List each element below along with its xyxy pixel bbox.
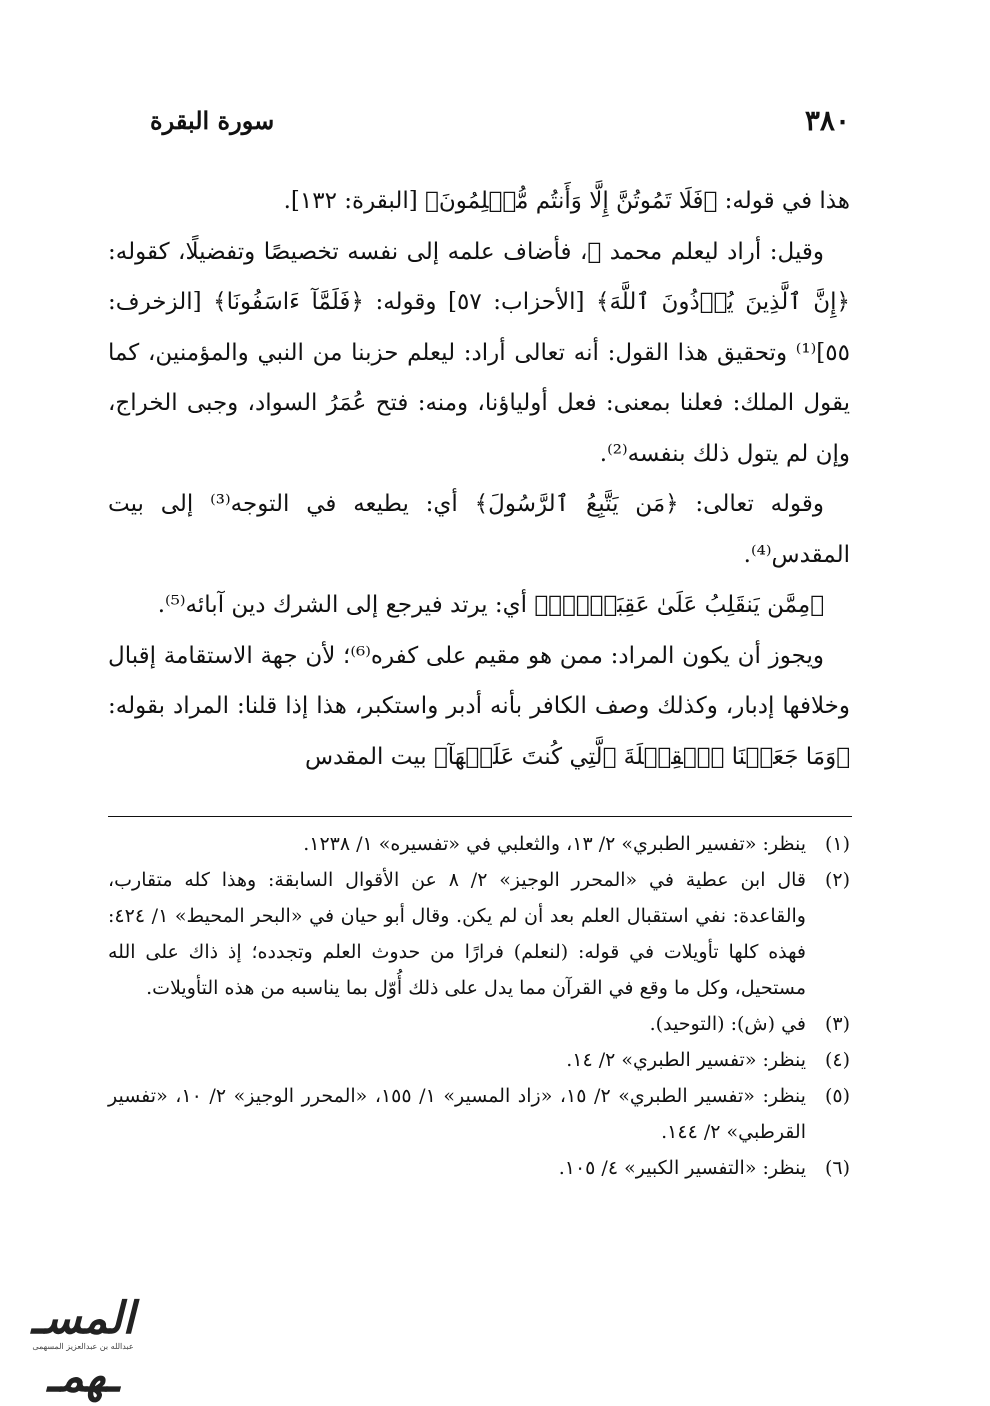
footnote [108, 826, 850, 862]
footnote-text: ينظر: «التفسير الكبير» ٤/ ١٠٥. [558, 1157, 806, 1179]
footnote-number: (٦) [824, 1157, 850, 1179]
footnote-number: (٢) [824, 869, 850, 891]
footnote-text: ينظر: «تفسير الطبري» ٢/ ١٣، والثعلبي في «تفسيره» ١/ ١٢٣٨. [303, 833, 806, 855]
page-header [150, 100, 850, 140]
footnote-number: (٣) [824, 1013, 850, 1035]
running-title: سورة البقرة [150, 105, 275, 135]
footnote-text: في (ش): (التوحيد). [649, 1013, 806, 1035]
paragraph: وقوله تعالى: ﴿مَن يَتَّبِعُ ٱلرَّسُولَ﴾ أي: يطيعه في التوجه⁽³⁾ إلى بيت المقدس⁽⁴⁾. [108, 491, 850, 568]
page-number: ٣٨٠ [804, 103, 850, 137]
footnote [108, 862, 850, 1006]
paragraph: وقيل: أراد ليعلم محمد ﷺ، فأضاف علمه إلى نفسه تخصيصًا وتفضيلًا، كقوله: ﴿إِنَّ ٱلَّذِينَ يُؤۡذُونَ ٱللَّهَ﴾ [الأحزاب: ٥٧] وقوله: ﴿فَلَمَّآ ءَاسَفُونَا﴾ [الزخرف: ٥٥]⁽¹⁾ وتحقيق هذا القول: أنه تعالى أراد: ليعلم حزبنا من النبي والمؤمنين، كما يقول الملك: فعلنا بمعنى: فعل أولياؤنا، ومنه: فتح عُمَرُ السواد، وجبى الخراج، وإن لم يتول ذلك بنفسه⁽²⁾. [108, 238, 850, 467]
footnote-text: قال ابن عطية في «المحرر الوجيز» ٢/ ٨ عن الأقوال السابقة: وهذا كله متقارب، والقاعدة: نفي استقبال العلم بعد أن لم يكن. وقال أبو حيان في «البحر المحيط» ١/ ٤٢٤: فهذه كلها تأويلات في قوله: (لنعلم) فرارًا من حدوث العلم وتجدده؛ إذ ذاك على الله مستحيل، وكل ما وقع في القرآن مما يدل على ذلك أُوّل بما يناسبه من هذه التأويلات. [108, 869, 806, 999]
footnote [108, 1078, 850, 1150]
footnote-number: (٤) [824, 1049, 850, 1071]
footnote [108, 1006, 850, 1042]
footnote [108, 1042, 850, 1078]
watermark-logo [8, 1290, 158, 1402]
footnotes [108, 826, 850, 1186]
footnote [108, 1150, 850, 1186]
main-text [108, 176, 850, 782]
watermark-logo-text: المسـ ـهمـ [31, 1293, 135, 1402]
paragraph: ﴿مِمَّن يَنقَلِبُ عَلَىٰ عَقِبَيۡهِۚ﴾ أي: يرتد فيرجع إلى الشرك دين آبائه⁽⁵⁾. [157, 592, 824, 618]
footnote-text: ينظر: «تفسير الطبري» ٢/ ١٥، «زاد المسير» ١/ ١٥٥، «المحرر الوجيز» ٢/ ١٠، «تفسير القرطبي» ٢/ ١٤٤. [108, 1085, 806, 1143]
footnote-text: ينظر: «تفسير الطبري» ٢/ ١٤. [566, 1049, 806, 1071]
paragraph: ويجوز أن يكون المراد: ممن هو مقيم على كفره⁽⁶⁾؛ لأن جهة الاستقامة إقبال وخلافها إدبار، وكذلك وصف الكافر بأنه أدبر واستكبر، هذا إذا قلنا: المراد بقوله: ﴿وَمَا جَعَلۡنَا ٱلۡقِبۡلَةَ ٱلَّتِي كُنتَ عَلَيۡهَآ﴾ بيت المقدس [108, 642, 850, 770]
footnote-number: (١) [824, 833, 850, 855]
footnote-number: (٥) [824, 1085, 850, 1107]
paragraph: هذا في قوله: ﴿فَلَا تَمُوتُنَّ إِلَّا وَأَنتُم مُّسۡلِمُونَ﴾ [البقرة: ١٣٢]. [283, 188, 850, 214]
footnote-separator [108, 816, 852, 817]
watermark-logo-subtext: عبدالله بن عبدالعزيز المسهمى [32, 1342, 134, 1351]
